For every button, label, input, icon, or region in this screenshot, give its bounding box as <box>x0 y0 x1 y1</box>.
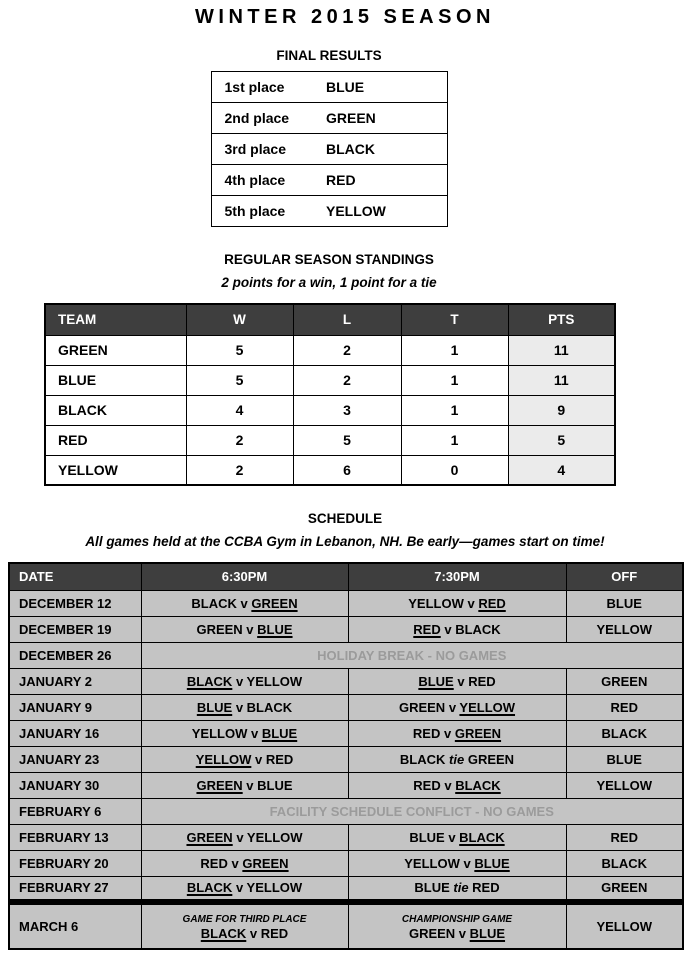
schedule-row <box>9 668 683 694</box>
standings-col-pts: PTS <box>508 304 615 335</box>
matchup <box>142 700 348 715</box>
team-name: BLACK <box>459 829 505 845</box>
tie-label: tie <box>445 751 468 767</box>
schedule-title: SCHEDULE <box>307 511 383 526</box>
place-label: 5th place <box>211 196 326 227</box>
game-cell <box>348 772 566 798</box>
schedule-row <box>9 876 683 902</box>
team-name: GREEN <box>251 595 298 611</box>
standings-points-cell: 11 <box>508 335 615 365</box>
standings-col-w: W <box>186 304 293 335</box>
place-label: 4th place <box>211 165 326 196</box>
versus-label: v <box>440 621 456 637</box>
team-name: BLACK <box>399 751 446 767</box>
schedule-row <box>9 590 683 616</box>
standings-row <box>45 455 615 485</box>
game-cell <box>141 824 348 850</box>
standings-ties-cell: 1 <box>401 335 508 365</box>
standings-col-l: L <box>293 304 401 335</box>
versus-label: v <box>242 621 258 637</box>
game-cell <box>141 616 348 642</box>
date-cell: DECEMBER 12 <box>9 590 141 616</box>
game-caption: CHAMPIONSHIP GAME <box>401 913 513 925</box>
schedule-col-630pm: 6:30PM <box>141 563 348 590</box>
place-label: 1st place <box>224 79 285 95</box>
date-cell: JANUARY 23 <box>9 746 141 772</box>
schedule-row <box>9 850 683 876</box>
team-name: BLUE <box>257 777 293 793</box>
date-cell: JANUARY 16 <box>9 720 141 746</box>
standings-title: REGULAR SEASON STANDINGS <box>224 252 434 267</box>
schedule-header-row <box>9 563 683 590</box>
team-name: BLACK <box>200 925 247 941</box>
schedule-row <box>9 746 683 772</box>
matchup <box>142 726 348 741</box>
place-team: GREEN <box>326 103 447 134</box>
off-team-cell: YELLOW <box>566 772 683 798</box>
matchup <box>142 674 348 689</box>
team-name: RED <box>265 751 294 767</box>
versus-label: v <box>440 725 455 741</box>
game-cell <box>348 720 566 746</box>
team-name: GREEN <box>196 621 243 637</box>
game-cell <box>348 668 566 694</box>
team-name: GREEN <box>196 777 243 793</box>
versus-label: v <box>440 777 456 793</box>
game-cell <box>141 668 348 694</box>
matchup <box>349 622 566 637</box>
standings-col-team: TEAM <box>45 304 186 335</box>
versus-label: v <box>227 855 243 871</box>
game-cell <box>141 902 348 949</box>
no-games-note: FACILITY SCHEDULE CONFLICT - NO GAMES <box>141 798 683 824</box>
matchup <box>349 726 566 741</box>
team-name: BLUE <box>261 725 298 741</box>
schedule-col-date: DATE <box>9 563 141 590</box>
game-cell <box>348 590 566 616</box>
final-results-table <box>211 71 448 227</box>
schedule-subtitle: All games held at the CCBA Gym in Lebanon, NH. Be early—games start on time! <box>85 534 605 549</box>
standings-losses-cell: 6 <box>293 455 401 485</box>
team-name: BLUE <box>409 829 445 845</box>
final-results-title: FINAL RESULTS <box>276 48 382 63</box>
game-cell <box>348 616 566 642</box>
matchup <box>349 674 566 689</box>
schedule-row <box>9 720 683 746</box>
standings-wins-cell: 5 <box>186 365 293 395</box>
standings-ties-cell: 0 <box>401 455 508 485</box>
team-name: GREEN <box>398 699 446 715</box>
date-cell: JANUARY 9 <box>9 694 141 720</box>
schedule-col-off: OFF <box>566 563 683 590</box>
standings-team-cell: RED <box>45 425 186 455</box>
team-name: BLACK <box>186 673 233 689</box>
team-name: YELLOW <box>195 751 252 767</box>
matchup <box>349 778 566 793</box>
schedule-col-730pm: 7:30PM <box>348 563 566 590</box>
off-team-cell: BLACK <box>566 850 683 876</box>
versus-label: v <box>444 829 460 845</box>
schedule-row <box>9 772 683 798</box>
standings-team-cell: GREEN <box>45 335 186 365</box>
standings-ties-cell: 1 <box>401 395 508 425</box>
top-section <box>44 49 614 486</box>
matchup <box>142 856 348 871</box>
team-name: BLUE <box>196 699 233 715</box>
versus-label: v <box>232 699 247 715</box>
tie-label: tie <box>449 880 473 896</box>
final-results-row <box>211 72 447 103</box>
team-name: YELLOW <box>459 699 516 715</box>
schedule-table <box>8 562 684 950</box>
game-cell <box>348 694 566 720</box>
place-team: BLUE <box>326 79 365 95</box>
team-name: BLACK <box>455 621 501 637</box>
date-cell: FEBRUARY 6 <box>9 798 141 824</box>
matchup <box>142 880 348 895</box>
schedule-section <box>8 512 682 950</box>
place-team: YELLOW <box>326 196 447 227</box>
schedule-row <box>9 824 683 850</box>
final-results-row <box>211 165 447 196</box>
team-name: GREEN <box>454 725 502 741</box>
game-cell <box>141 850 348 876</box>
matchup <box>142 622 348 637</box>
date-cell: MARCH 6 <box>9 902 141 949</box>
versus-label: v <box>232 673 247 689</box>
versus-label: v <box>242 777 258 793</box>
game-cell <box>141 746 348 772</box>
off-team-cell: BLUE <box>566 746 683 772</box>
versus-label: v <box>251 751 266 767</box>
versus-label: v <box>247 725 262 741</box>
standings-row <box>45 395 615 425</box>
standings-wins-cell: 2 <box>186 425 293 455</box>
team-name: RED <box>468 673 496 689</box>
place-label: 2nd place <box>211 103 326 134</box>
place-label: 3rd place <box>211 134 326 165</box>
game-cell <box>141 772 348 798</box>
team-name: RED <box>412 725 441 741</box>
team-name: YELLOW <box>246 829 303 845</box>
team-name: YELLOW <box>408 595 464 611</box>
game-caption: GAME FOR THIRD PLACE <box>182 913 307 925</box>
off-team-cell: RED <box>566 824 683 850</box>
standings-row <box>45 365 615 395</box>
team-name: RED <box>260 925 289 941</box>
team-name: BLUE <box>414 880 450 896</box>
schedule-row <box>9 798 683 824</box>
versus-label: v <box>232 829 247 845</box>
team-name: BLACK <box>246 699 293 715</box>
place-team: BLACK <box>326 134 447 165</box>
matchup <box>349 880 566 895</box>
standings-losses-cell: 3 <box>293 395 401 425</box>
off-team-cell: BLACK <box>566 720 683 746</box>
standings-team-cell: YELLOW <box>45 455 186 485</box>
schedule-final-row <box>9 902 683 949</box>
team-name: BLUE <box>474 855 510 871</box>
off-team-cell: YELLOW <box>566 902 683 949</box>
standings-header-row <box>45 304 615 335</box>
standings-points-cell: 11 <box>508 365 615 395</box>
standings-wins-cell: 2 <box>186 455 293 485</box>
final-results-row <box>211 196 447 227</box>
matchup <box>142 830 348 845</box>
team-name: BLACK <box>191 595 237 611</box>
game-cell <box>141 876 348 902</box>
date-cell: DECEMBER 26 <box>9 642 141 668</box>
standings-ties-cell: 1 <box>401 425 508 455</box>
team-name: YELLOW <box>404 855 460 871</box>
versus-label: v <box>236 595 252 611</box>
versus-label: v <box>463 595 479 611</box>
game-cell <box>141 720 348 746</box>
team-name: GREEN <box>242 855 289 871</box>
matchup <box>142 778 348 793</box>
matchup <box>349 700 566 715</box>
standings-row <box>45 425 615 455</box>
no-games-note: HOLIDAY BREAK - NO GAMES <box>141 642 683 668</box>
team-name: RED <box>472 880 500 896</box>
standings-losses-cell: 2 <box>293 365 401 395</box>
standings-team-cell: BLUE <box>45 365 186 395</box>
date-cell: JANUARY 2 <box>9 668 141 694</box>
standings-team-cell: BLACK <box>45 395 186 425</box>
team-name: RED <box>478 595 506 611</box>
versus-label: v <box>455 925 470 941</box>
team-name: BLUE <box>469 925 506 941</box>
standings-col-t: T <box>401 304 508 335</box>
standings-row <box>45 335 615 365</box>
date-cell: JANUARY 30 <box>9 772 141 798</box>
matchup <box>349 926 566 941</box>
game-cell <box>141 694 348 720</box>
versus-label: v <box>453 673 469 689</box>
matchup <box>349 596 566 611</box>
standings-losses-cell: 5 <box>293 425 401 455</box>
date-cell: DECEMBER 19 <box>9 616 141 642</box>
off-team-cell: GREEN <box>566 876 683 902</box>
game-cell <box>348 850 566 876</box>
standings-wins-cell: 5 <box>186 335 293 365</box>
off-team-cell: GREEN <box>566 668 683 694</box>
schedule-row <box>9 694 683 720</box>
matchup <box>142 752 348 767</box>
team-name: RED <box>413 621 441 637</box>
off-team-cell: BLUE <box>566 590 683 616</box>
team-name: BLACK <box>455 777 501 793</box>
off-team-cell: RED <box>566 694 683 720</box>
matchup <box>142 926 348 941</box>
standings-points-cell: 9 <box>508 395 615 425</box>
date-cell: FEBRUARY 13 <box>9 824 141 850</box>
game-cell <box>141 590 348 616</box>
team-name: BLACK <box>186 880 233 896</box>
team-name: GREEN <box>408 925 456 941</box>
matchup <box>142 596 348 611</box>
standings-wins-cell: 4 <box>186 395 293 425</box>
team-name: YELLOW <box>246 673 303 689</box>
standings-losses-cell: 2 <box>293 335 401 365</box>
team-name: RED <box>200 855 228 871</box>
matchup <box>349 856 566 871</box>
team-name: GREEN <box>467 751 515 767</box>
team-name: YELLOW <box>191 725 248 741</box>
game-cell <box>348 824 566 850</box>
place-team: RED <box>326 165 447 196</box>
matchup <box>349 752 566 767</box>
standings-points-cell: 4 <box>508 455 615 485</box>
standings-points-cell: 5 <box>508 425 615 455</box>
game-cell <box>348 902 566 949</box>
standings-table <box>44 303 616 486</box>
team-name: RED <box>413 777 441 793</box>
game-cell <box>348 746 566 772</box>
team-name: BLUE <box>418 673 454 689</box>
team-name: BLUE <box>257 621 293 637</box>
standings-subtitle: 2 points for a win, 1 point for a tie <box>221 275 437 290</box>
team-name: YELLOW <box>246 880 303 896</box>
page-title: WINTER 2015 SEASON <box>195 6 495 28</box>
date-cell: FEBRUARY 20 <box>9 850 141 876</box>
versus-label: v <box>232 880 247 896</box>
versus-label: v <box>445 699 460 715</box>
date-cell: FEBRUARY 27 <box>9 876 141 902</box>
versus-label: v <box>459 855 475 871</box>
versus-label: v <box>246 925 261 941</box>
final-results-row <box>211 134 447 165</box>
team-name: GREEN <box>186 829 233 845</box>
off-team-cell: YELLOW <box>566 616 683 642</box>
standings-ties-cell: 1 <box>401 365 508 395</box>
final-results-row <box>211 103 447 134</box>
game-cell <box>348 876 566 902</box>
matchup <box>349 830 566 845</box>
schedule-row <box>9 642 683 668</box>
schedule-row <box>9 616 683 642</box>
